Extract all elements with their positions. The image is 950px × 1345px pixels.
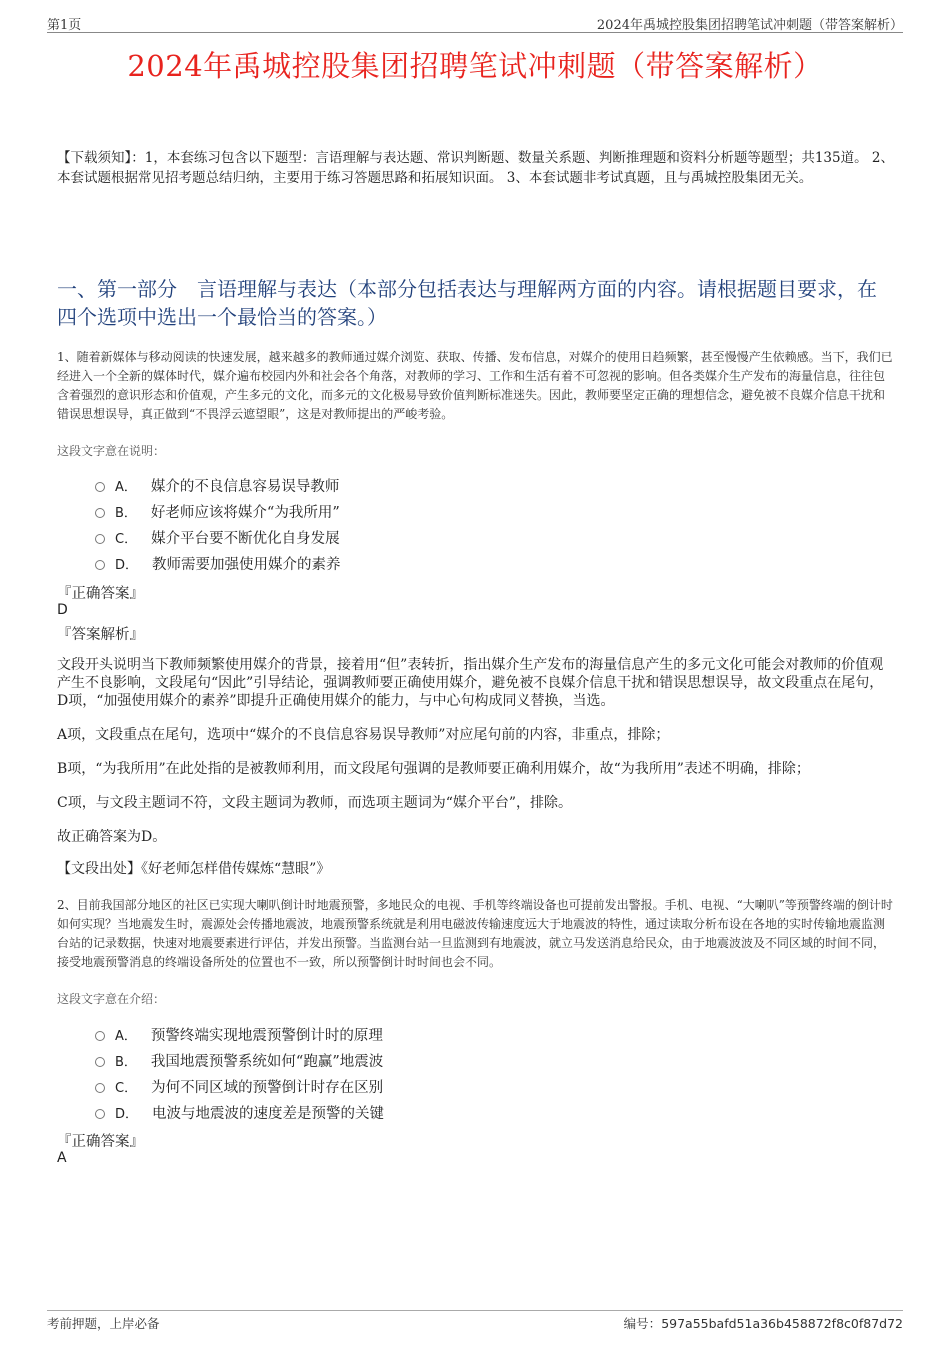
analysis-label: 『答案解析』 xyxy=(57,627,144,643)
option-text: 电波与地震波的速度差是预警的关键 xyxy=(152,1105,385,1122)
option-c[interactable] xyxy=(95,1073,384,1099)
radio-icon[interactable] xyxy=(95,560,105,570)
footer-code-value: 597a55bafd51a36b458872f8c0f87d72 xyxy=(661,1316,903,1331)
radio-icon[interactable] xyxy=(95,1083,105,1093)
option-a[interactable] xyxy=(95,472,341,498)
footer-code xyxy=(624,1314,903,1332)
page-number-label: 第1页 xyxy=(47,18,82,33)
radio-icon[interactable] xyxy=(95,1109,105,1119)
download-notice: 【下载须知】：1，本套练习包含以下题型：言语理解与表达题、常识判断题、数量关系题、判断推理题和资料分析题等题型；共135道。 2、本套试题根据常见招考题总结归纳，主要用于练习答题思路和拓展知识面。 3、本套试题非考试真题，且与禹城控股集团无关。 xyxy=(57,150,894,186)
analysis-paragraph: B项，“为我所用”在此处指的是被教师利用，而文段尾句强调的是教师要正确利用媒介，故“为我所用”表述不明确，排除； xyxy=(57,761,810,777)
option-letter: C． xyxy=(115,531,138,547)
answer-label: 『正确答案』 xyxy=(57,1134,144,1150)
option-letter: D． xyxy=(115,1106,139,1122)
radio-icon[interactable] xyxy=(95,508,105,518)
option-letter: C． xyxy=(115,1080,138,1096)
question-1-options xyxy=(95,472,341,576)
option-text: 媒介平台要不断优化自身发展 xyxy=(151,530,340,547)
option-text: 为何不同区域的预警倒计时存在区别 xyxy=(151,1079,384,1096)
option-d[interactable] xyxy=(95,550,341,576)
option-letter: A． xyxy=(115,1028,137,1044)
header-doc-title: 2024年禹城控股集团招聘笔试冲刺题（带答案解析） xyxy=(596,18,903,33)
answer-label: 『正确答案』 xyxy=(57,586,144,602)
analysis-paragraph: A项，文段重点在尾句，选项中“媒介的不良信息容易误导教师”对应尾句前的内容，非重点，排除； xyxy=(57,727,670,743)
analysis-paragraph: C项，与文段主题词不符，文段主题词为教师，而选项主题词为“媒介平台”，排除。 xyxy=(57,795,573,811)
radio-icon[interactable] xyxy=(95,1031,105,1041)
answer-value: A xyxy=(57,1150,67,1166)
question-2-options xyxy=(95,1021,384,1125)
analysis-paragraph: 故正确答案为D。 xyxy=(57,829,167,845)
page-header xyxy=(47,14,903,33)
question-2-prompt: 这段文字意在介绍： xyxy=(57,992,166,1006)
radio-icon[interactable] xyxy=(95,534,105,544)
option-letter: D． xyxy=(115,557,139,573)
footer-code-label: 编号： xyxy=(623,1316,662,1331)
section-heading: 一、第一部分 言语理解与表达（本部分包括表达与理解两方面的内容。请根据题目要求，在四个选项中选出一个最恰当的答案。） xyxy=(57,277,877,329)
option-letter: B． xyxy=(115,1054,137,1070)
option-text: 预警终端实现地震预警倒计时的原理 xyxy=(150,1027,383,1044)
option-text: 媒介的不良信息容易误导教师 xyxy=(150,478,340,495)
analysis-paragraph: 文段开头说明当下教师频繁使用媒介的背景，接着用“但”表转折，指出媒介生产发布的海量信息产生的多元文化可能会对教师的价值观产生不良影响，文段尾句“因此”引导结论，强调教师要正确使用媒介，避免被不良媒介信息干扰和错误思想误导，故文段重点在尾句，D项，“加强使用媒介的素养”即提升正确使用媒介的能力，与中心句构成同义替换，当选。 xyxy=(57,657,884,709)
answer-value: D xyxy=(57,602,68,618)
option-a[interactable] xyxy=(95,1021,384,1047)
page-footer xyxy=(47,1310,903,1331)
option-text: 教师需要加强使用媒介的素养 xyxy=(152,556,341,573)
option-text: 好老师应该将媒介“为我所用” xyxy=(150,504,340,521)
source-citation: 【文段出处】《好老师怎样借传媒炼“慧眼”》 xyxy=(57,861,331,877)
option-d[interactable] xyxy=(95,1099,384,1125)
question-2-text: 2、目前我国部分地区的社区已实现大喇叭倒计时地震预警，多地民众的电视、手机等终端设备也可提前发出警报。手机、电视、“大喇叭”等预警终端的倒计时如何实现？当地震发生时，震源处会传播地震波，地震预警系统就是利用电磁波传输速度远大于地震波的特性，通过读取分析布设在各地的实时传输地震监测台站的记录数据，快速对地震要素进行评估，并发出预警。当监测台站一旦监测到有地震波，就立马发送消息给民众，由于地震波波及不同区域的时间不同，接受地震预警消息的终端设备所处的位置也不一致，所以预警倒计时时间也会不同。 xyxy=(57,898,893,969)
question-1-prompt: 这段文字意在说明： xyxy=(57,444,166,458)
option-text: 我国地震预警系统如何“跑赢”地震波 xyxy=(150,1053,384,1070)
radio-icon[interactable] xyxy=(95,482,105,492)
radio-icon[interactable] xyxy=(95,1057,105,1067)
footer-slogan: 考前押题，上岸必备 xyxy=(47,1316,160,1331)
question-1-text: 1、随着新媒体与移动阅读的快速发展，越来越多的教师通过媒介浏览、获取、传播、发布信息，对媒介的使用日趋频繁，甚至慢慢产生依赖感。当下，我们已经进入一个全新的媒体时代，媒介遍布校园内外和社会各个角落，对教师的学习、工作和生活有着不可忽视的影响。但各类媒介生产发布的海量信息，往往包含着强烈的意识形态和价值观，产生多元的文化，而多元的文化极易导致价值判断标准迷失。因此，教师要坚定正确的理想信念，避免被不良媒介信息干扰和错误思想误导，真正做到“不畏浮云遮望眼”，这是对教师提出的严峻考验。 xyxy=(57,350,893,421)
option-letter: B． xyxy=(115,505,137,521)
option-b[interactable] xyxy=(95,498,341,524)
option-b[interactable] xyxy=(95,1047,384,1073)
document-title: 2024年禹城控股集团招聘笔试冲刺题（带答案解析） xyxy=(127,49,823,83)
option-letter: A． xyxy=(115,479,137,495)
option-c[interactable] xyxy=(95,524,341,550)
